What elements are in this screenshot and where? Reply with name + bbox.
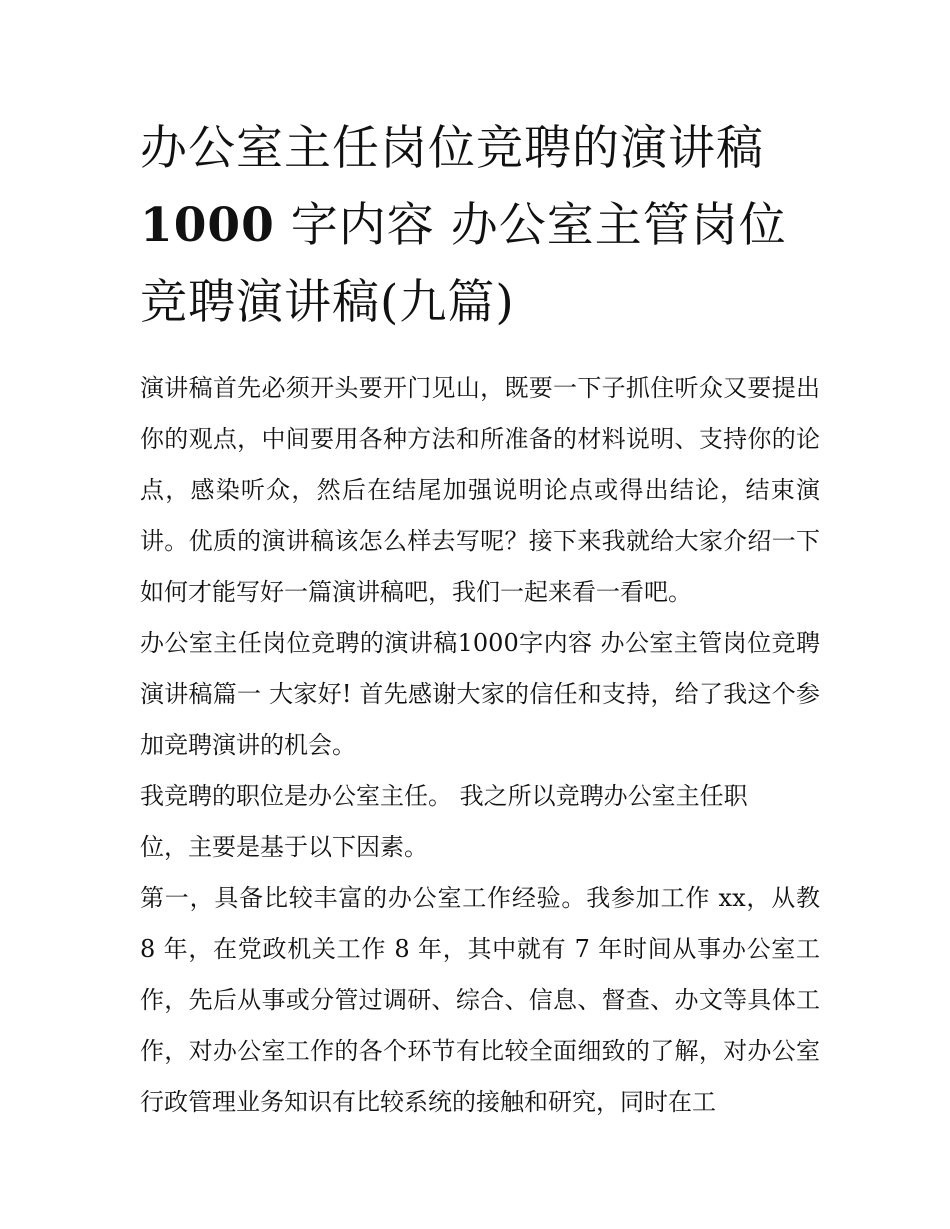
title-line-2-text: 字内容 办公室主管岗位 (274, 198, 787, 253)
paragraph-speech-opening: 办公室主任岗位竞聘的演讲稿1000字内容 办公室主管岗位竞聘演讲稿篇一 大家好! 首先感谢大家的信任和支持，给了我这个参加竞聘演讲的机会。 (140, 629, 820, 759)
paragraph-first-reason: 第一，具备比较丰富的办公室工作经验。我参加工作 xx，从教 8 年，在党政机关工作 8 年，其中就有 7 年时间从事办公室工作，先后从事或分管过调研、综合、信息、督查、办文等具体工作，对办公室工作的各个环节有比较全面细致的了解，对办公室行政管理业务知识有比较系统的接触和研究，同时在工 (140, 884, 820, 1116)
document-title (140, 110, 820, 341)
title-line-3: 竞聘演讲稿(九篇) (140, 275, 515, 330)
title-line-1: 办公室主任岗位竞聘的演讲稿 (140, 121, 764, 176)
paragraph-intro: 演讲稿首先必须开头要开门见山，既要一下子抓住听众又要提出你的观点，中间要用各种方法和所准备的材料说明、支持你的论点，感染听众，然后在结尾加强说明论点或得出结论，结束演讲。优质的演讲稿该怎么样去写呢？接下来我就给大家介绍一下如何才能写好一篇演讲稿吧，我们一起来看一看吧。 (140, 374, 820, 606)
paragraph-position-line-1: 我竞聘的职位是办公室主任。 我之所以竞聘办公室主任职 (140, 782, 748, 810)
paragraph-position-line-2: 位，主要是基于以下因素。 (140, 833, 428, 861)
title-number: 1000 (140, 198, 275, 253)
title-line-2 (140, 187, 820, 264)
document-page (140, 110, 820, 1128)
